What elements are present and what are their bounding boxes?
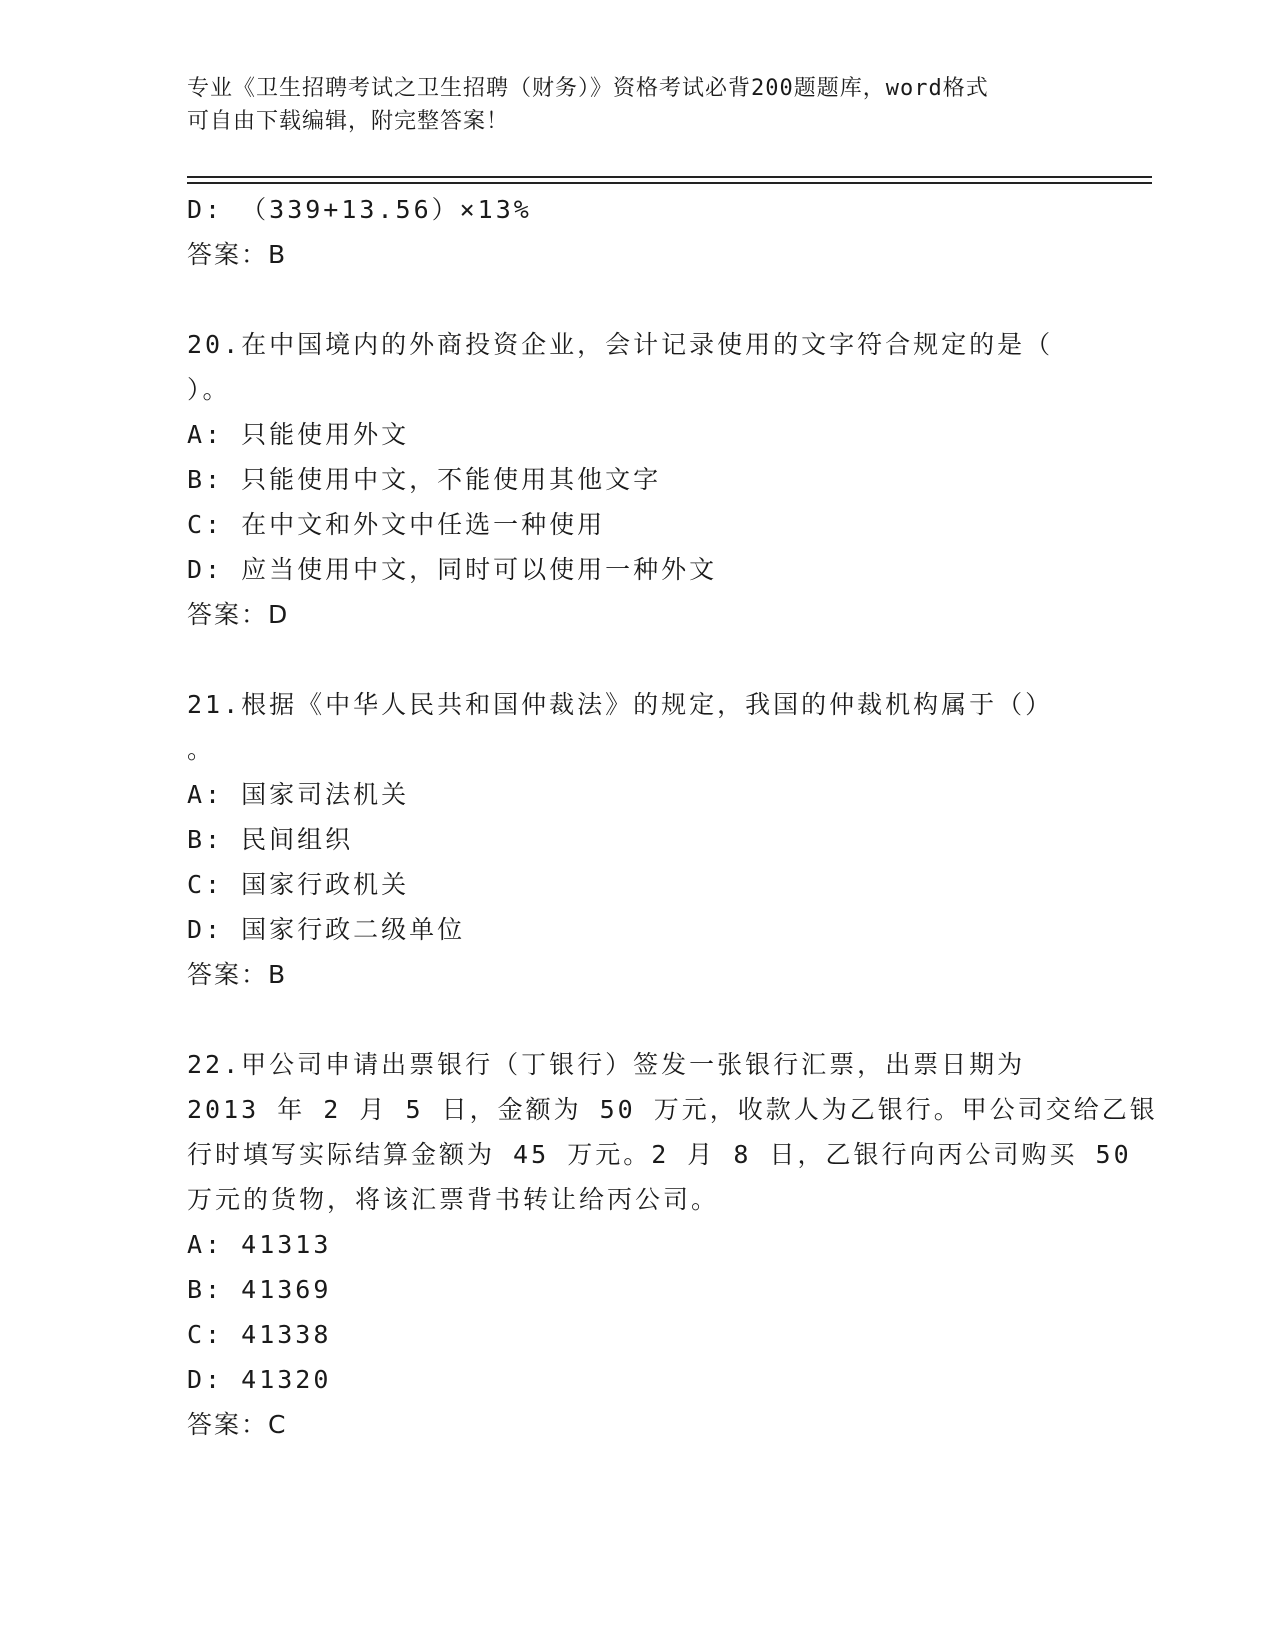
- q20-stem-line-1: 20.在中国境内的外商投资企业，会计记录使用的文字符合规定的是（: [187, 330, 1054, 359]
- q20-option-a: A: 只能使用外文: [187, 420, 410, 449]
- q21-stem-line-2: 。: [187, 735, 216, 764]
- q22-option-d: D: 41320: [187, 1365, 332, 1394]
- header-divider-bottom: [187, 182, 1152, 184]
- q22-stem-line-3: 行时填写实际结算金额为 45 万元。2 月 8 日，乙银行向丙公司购买 50: [187, 1140, 1132, 1169]
- q21-answer: 答案：B: [187, 960, 288, 989]
- q22-stem-line-1: 22.甲公司申请出票银行（丁银行）签发一张银行汇票，出票日期为: [187, 1050, 1026, 1079]
- q22-option-a: A: 41313: [187, 1230, 332, 1259]
- q22-stem-line-4: 万元的货物，将该汇票背书转让给丙公司。: [187, 1185, 720, 1214]
- q22-option-c: C: 41338: [187, 1320, 332, 1349]
- q22-answer: 答案：C: [187, 1410, 288, 1439]
- header-title-line-1: 专业《卫生招聘考试之卫生招聘（财务）》资格考试必背200题题库，word格式: [187, 76, 989, 101]
- q21-option-b: B: 民间组织: [187, 825, 354, 854]
- q22-option-b: B: 41369: [187, 1275, 332, 1304]
- q21-option-a: A: 国家司法机关: [187, 780, 410, 809]
- q20-option-b: B: 只能使用中文，不能使用其他文字: [187, 465, 662, 494]
- q21-option-d: D: 国家行政二级单位: [187, 915, 466, 944]
- header-title-line-2: 可自由下载编辑，附完整答案！: [187, 109, 510, 134]
- q20-option-c: C: 在中文和外文中任选一种使用: [187, 510, 606, 539]
- q20-answer: 答案：D: [187, 600, 290, 629]
- q22-stem-line-2: 2013 年 2 月 5 日，金额为 50 万元，收款人为乙银行。甲公司交给乙银: [187, 1095, 1158, 1124]
- q19-answer: 答案：B: [187, 240, 288, 269]
- document-header: [187, 72, 1067, 138]
- q20-option-d: D: 应当使用中文，同时可以使用一种外文: [187, 555, 718, 584]
- q19-option-d: D: （339+13.56）×13%: [187, 195, 532, 224]
- q21-stem-line-1: 21.根据《中华人民共和国仲裁法》的规定，我国的仲裁机构属于（）: [187, 690, 1054, 719]
- q21-option-c: C: 国家行政机关: [187, 870, 410, 899]
- q20-stem-line-2: ）。: [187, 375, 231, 404]
- header-divider-top: [187, 176, 1152, 178]
